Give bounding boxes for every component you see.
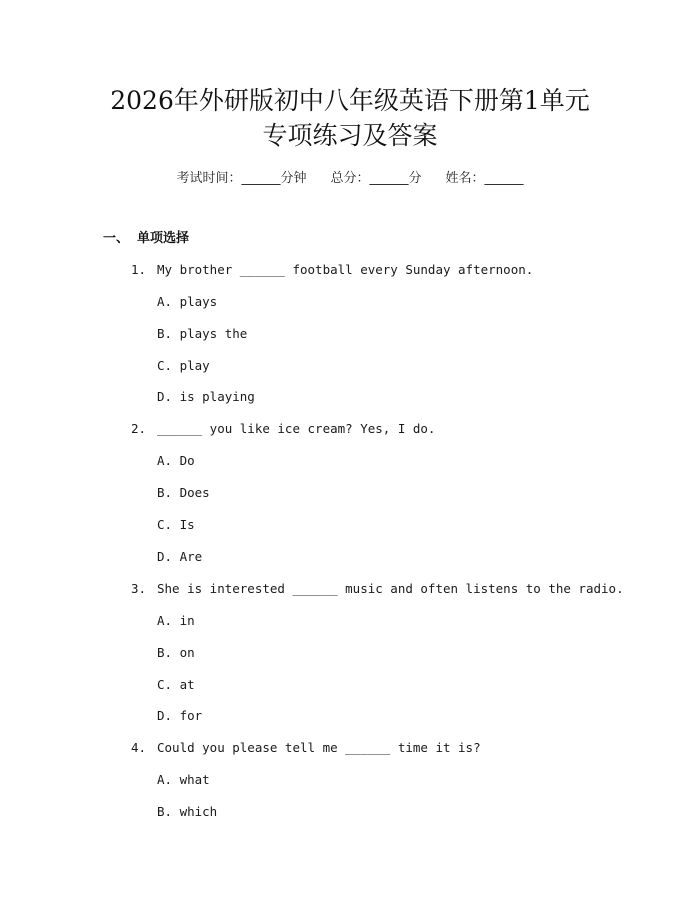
exam-name: 姓名：______ <box>445 171 524 186</box>
question-3-option-d: D. for <box>157 708 203 723</box>
question-number: 4. <box>131 740 147 755</box>
question-2-option-c: C. Is <box>157 517 195 532</box>
question-1-option-a: A. plays <box>157 294 218 309</box>
question-1-option-d: D. is playing <box>157 389 255 404</box>
question-2-option-b: B. Does <box>157 485 210 500</box>
section-heading <box>103 230 189 248</box>
question-2 <box>131 420 435 438</box>
question-4-option-a: A. what <box>157 772 210 787</box>
exam-meta <box>0 170 700 188</box>
document-title-line-1: 2026年外研版初中八年级英语下册第1单元 <box>110 86 590 115</box>
exam-time: 考试时间：______分钟 <box>176 171 307 186</box>
exam-score: 总分：______分 <box>330 171 422 186</box>
question-text: Could you please tell me ______ time it is? <box>157 740 481 755</box>
question-text: ______ you like ice cream? Yes, I do. <box>157 421 436 436</box>
question-4 <box>131 739 481 757</box>
question-number: 1. <box>131 262 147 277</box>
question-1-option-c: C. play <box>157 358 210 373</box>
question-1-option-b: B. plays the <box>157 326 248 341</box>
question-number: 2. <box>131 421 147 436</box>
question-2-option-a: A. Do <box>157 453 195 468</box>
question-1 <box>131 261 533 279</box>
question-text: My brother ______ football every Sunday afternoon. <box>157 262 534 277</box>
question-number: 3. <box>131 581 147 596</box>
question-3-option-c: C. at <box>157 677 195 692</box>
question-3 <box>131 580 624 598</box>
question-3-option-b: B. on <box>157 645 195 660</box>
section-title: 单项选择 <box>137 231 190 246</box>
document-title-line-2: 专项练习及答案 <box>262 121 438 150</box>
question-text: She is interested ______ music and often listens to the radio. <box>157 581 624 596</box>
question-4-option-b: B. which <box>157 804 218 819</box>
section-number: 一、 <box>103 231 130 246</box>
question-2-option-d: D. Are <box>157 549 203 564</box>
question-3-option-a: A. in <box>157 613 195 628</box>
